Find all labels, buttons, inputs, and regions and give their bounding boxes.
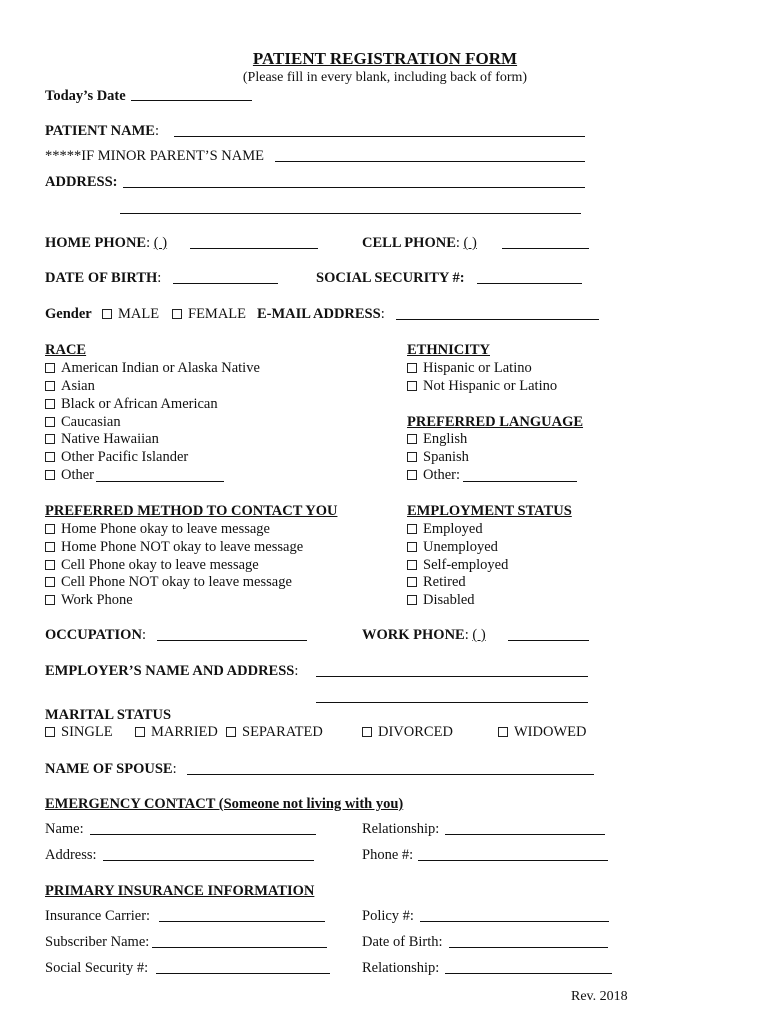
gender-option-label: MALE	[118, 306, 160, 322]
gender-option-label: FEMALE	[188, 306, 246, 322]
employment-option[interactable]	[407, 522, 483, 537]
ethnicity-heading: ETHNICITY	[407, 342, 490, 358]
home-phone-area-code[interactable]: ( )	[153, 235, 168, 251]
marital-option-married[interactable]	[135, 725, 218, 740]
race-option[interactable]	[45, 432, 159, 447]
employer-label: EMPLOYER’S NAME AND ADDRESS	[45, 663, 295, 679]
ethnicity-option[interactable]	[407, 361, 532, 376]
insurance-ssn-field[interactable]	[156, 973, 330, 974]
dob-field[interactable]	[173, 283, 278, 284]
insurance-dob-label: Date of Birth:	[362, 934, 443, 950]
emergency-name-label: Name:	[45, 821, 84, 837]
checkbox-icon[interactable]	[407, 434, 417, 444]
emergency-address-field[interactable]	[103, 860, 314, 861]
work-phone-area-code[interactable]: ( )	[472, 627, 486, 643]
ethnicity-option-label: Not Hispanic or Latino	[423, 378, 558, 394]
language-option[interactable]	[407, 432, 467, 447]
checkbox-icon[interactable]	[45, 470, 55, 480]
gender-label: Gender	[45, 306, 92, 322]
insurance-policy-field[interactable]	[420, 921, 609, 922]
checkbox-icon[interactable]	[407, 470, 417, 480]
insurance-subscriber-field[interactable]	[152, 947, 327, 948]
cell-phone-field[interactable]	[502, 248, 589, 249]
checkbox-icon[interactable]	[407, 577, 417, 587]
email-colon: :	[380, 306, 385, 322]
cell-phone-row	[362, 236, 477, 251]
contact-method-option[interactable]	[45, 593, 133, 608]
todays-date-label: Today’s Date	[45, 88, 126, 104]
employer-field-line1[interactable]	[316, 676, 588, 677]
contact-method-option[interactable]	[45, 558, 259, 573]
marital-option-label: DIVORCED	[378, 724, 453, 740]
employment-heading: EMPLOYMENT STATUS	[407, 503, 572, 519]
occupation-colon: :	[141, 627, 146, 643]
race-option[interactable]	[45, 361, 260, 376]
insurance-policy-label: Policy #:	[362, 908, 414, 924]
checkbox-icon[interactable]	[45, 542, 55, 552]
contact-method-option-label: Work Phone	[61, 592, 133, 608]
minor-parent-field[interactable]	[275, 161, 585, 162]
insurance-relationship-label: Relationship:	[362, 960, 440, 976]
ssn-field[interactable]	[477, 283, 582, 284]
employer-colon: :	[294, 663, 299, 679]
race-option-label: Native Hawaiian	[61, 431, 159, 447]
employment-option[interactable]	[407, 575, 466, 590]
checkbox-icon[interactable]	[45, 381, 55, 391]
checkbox-icon[interactable]	[45, 399, 55, 409]
checkbox-icon[interactable]	[45, 577, 55, 587]
emergency-address-label: Address:	[45, 847, 97, 863]
email-field[interactable]	[396, 319, 599, 320]
emergency-phone-label: Phone #:	[362, 847, 414, 863]
checkbox-icon[interactable]	[45, 595, 55, 605]
checkbox-icon[interactable]	[45, 727, 55, 737]
gender-option-female[interactable]	[172, 307, 246, 322]
checkbox-icon[interactable]	[45, 560, 55, 570]
work-phone-label: WORK PHONE	[362, 627, 465, 643]
home-phone-colon: :	[146, 235, 151, 251]
dob-label: DATE OF BIRTH	[45, 270, 158, 286]
contact-method-option[interactable]	[45, 540, 303, 555]
employment-option-label: Disabled	[423, 592, 475, 608]
marital-option-label: SEPARATED	[242, 724, 323, 740]
spouse-label: NAME OF SPOUSE	[45, 761, 173, 777]
checkbox-icon[interactable]	[45, 434, 55, 444]
form-subtitle: (Please fill in every blank, including back of form)	[242, 70, 528, 85]
marital-option-separated[interactable]	[226, 725, 323, 740]
insurance-ssn-label: Social Security #:	[45, 960, 149, 976]
language-option[interactable]	[407, 450, 469, 465]
language-option-label: Other:	[423, 467, 461, 483]
work-phone-colon: :	[464, 627, 469, 643]
insurance-dob-field[interactable]	[449, 947, 608, 948]
email-row	[257, 307, 385, 322]
todays-date-field[interactable]	[131, 100, 252, 101]
checkbox-icon[interactable]	[45, 417, 55, 427]
race-other-field[interactable]	[96, 481, 224, 482]
spouse-field[interactable]	[187, 774, 594, 775]
marital-option-divorced[interactable]	[362, 725, 453, 740]
employer-field-line2[interactable]	[316, 702, 588, 703]
revision-label: Rev. 2018	[571, 989, 628, 1004]
occupation-label: OCCUPATION	[45, 627, 142, 643]
language-option-label: Spanish	[423, 449, 469, 465]
marital-option-label: WIDOWED	[514, 724, 587, 740]
employment-option-label: Unemployed	[423, 539, 498, 555]
work-phone-row	[362, 628, 486, 643]
race-option-label: American Indian or Alaska Native	[61, 360, 260, 376]
race-option[interactable]	[45, 415, 121, 430]
employment-option[interactable]	[407, 540, 498, 555]
gender-option-male[interactable]	[102, 307, 159, 322]
insurance-relationship-field[interactable]	[445, 973, 612, 974]
checkbox-icon[interactable]	[362, 727, 372, 737]
ethnicity-option[interactable]	[407, 379, 557, 394]
employment-option-label: Retired	[423, 574, 466, 590]
address-field-line2[interactable]	[120, 213, 581, 214]
home-phone-row	[45, 236, 167, 251]
checkbox-icon[interactable]	[407, 363, 417, 373]
checkbox-icon[interactable]	[135, 727, 145, 737]
checkbox-icon[interactable]	[407, 524, 417, 534]
insurance-carrier-label: Insurance Carrier:	[45, 908, 151, 924]
checkbox-icon[interactable]	[45, 452, 55, 462]
race-option-label: Asian	[61, 378, 95, 394]
marital-heading: MARITAL STATUS	[45, 707, 172, 723]
form-title: PATIENT REGISTRATION FORM	[252, 49, 518, 68]
emergency-relationship-field[interactable]	[445, 834, 605, 835]
emergency-relationship-label: Relationship:	[362, 821, 440, 837]
race-option[interactable]	[45, 450, 188, 465]
work-phone-field[interactable]	[508, 640, 589, 641]
cell-phone-area-code[interactable]: ( )	[463, 235, 477, 251]
patient-name-label: PATIENT NAME	[45, 123, 155, 139]
employment-option[interactable]	[407, 558, 508, 573]
home-phone-label: HOME PHONE	[45, 235, 147, 251]
language-option-label: English	[423, 431, 468, 447]
checkbox-icon[interactable]	[45, 524, 55, 534]
contact-method-option-label: Cell Phone okay to leave message	[61, 557, 259, 573]
language-heading: PREFERRED LANGUAGE	[407, 414, 584, 430]
cell-phone-label: CELL PHONE	[362, 235, 456, 251]
contact-method-option-label: Home Phone NOT okay to leave message	[61, 539, 304, 555]
emergency-heading: EMERGENCY CONTACT (Someone not living with you)	[45, 796, 404, 812]
employer-row	[45, 664, 298, 679]
checkbox-icon[interactable]	[172, 309, 182, 319]
emergency-name-field[interactable]	[90, 834, 316, 835]
email-label: E-MAIL ADDRESS	[257, 306, 381, 322]
checkbox-icon[interactable]	[102, 309, 112, 319]
dob-colon: :	[157, 270, 162, 286]
home-phone-field[interactable]	[190, 248, 318, 249]
patient-name-colon: :	[154, 123, 159, 139]
race-option-label: Other Pacific Islander	[61, 449, 189, 465]
occupation-row	[45, 628, 146, 643]
cell-phone-colon: :	[455, 235, 460, 251]
insurance-carrier-field[interactable]	[159, 921, 325, 922]
language-other-field[interactable]	[463, 481, 577, 482]
address-label: ADDRESS:	[45, 174, 118, 190]
contact-method-option[interactable]	[45, 575, 292, 590]
ssn-label: SOCIAL SECURITY #:	[316, 270, 465, 286]
contact-method-option-label: Cell Phone NOT okay to leave message	[61, 574, 292, 590]
race-option[interactable]	[45, 397, 218, 412]
dob-row	[45, 271, 161, 286]
marital-option-label: MARRIED	[151, 724, 218, 740]
race-option-label: Caucasian	[61, 414, 121, 430]
emergency-phone-field[interactable]	[418, 860, 608, 861]
insurance-heading: PRIMARY INSURANCE INFORMATION	[45, 883, 315, 899]
race-option[interactable]	[45, 379, 95, 394]
spouse-colon: :	[172, 761, 177, 777]
patient-name-row	[45, 124, 159, 139]
checkbox-icon[interactable]	[226, 727, 236, 737]
checkbox-icon[interactable]	[45, 363, 55, 373]
race-option-label: Other	[61, 467, 95, 483]
employment-option-label: Self-employed	[423, 557, 509, 573]
race-heading: RACE	[45, 342, 87, 358]
marital-option-widowed[interactable]	[498, 725, 586, 740]
race-option[interactable]	[45, 468, 94, 483]
contact-method-heading: PREFERRED METHOD TO CONTACT YOU	[45, 503, 338, 519]
checkbox-icon[interactable]	[407, 381, 417, 391]
insurance-subscriber-label: Subscriber Name:	[45, 934, 150, 950]
occupation-field[interactable]	[157, 640, 307, 641]
checkbox-icon[interactable]	[407, 542, 417, 552]
checkbox-icon[interactable]	[407, 560, 417, 570]
spouse-row	[45, 762, 177, 777]
checkbox-icon[interactable]	[407, 595, 417, 605]
language-option[interactable]	[407, 468, 460, 483]
checkbox-icon[interactable]	[498, 727, 508, 737]
contact-method-option[interactable]	[45, 522, 270, 537]
minor-parent-label: *****IF MINOR PARENT’S NAME	[45, 148, 265, 164]
contact-method-option-label: Home Phone okay to leave message	[61, 521, 270, 537]
marital-option-single[interactable]	[45, 725, 113, 740]
patient-name-field[interactable]	[174, 136, 585, 137]
employment-option-label: Employed	[423, 521, 483, 537]
ethnicity-option-label: Hispanic or Latino	[423, 360, 532, 376]
address-field-line1[interactable]	[123, 187, 585, 188]
race-option-label: Black or African American	[61, 396, 218, 412]
marital-option-label: SINGLE	[61, 724, 113, 740]
checkbox-icon[interactable]	[407, 452, 417, 462]
employment-option[interactable]	[407, 593, 475, 608]
